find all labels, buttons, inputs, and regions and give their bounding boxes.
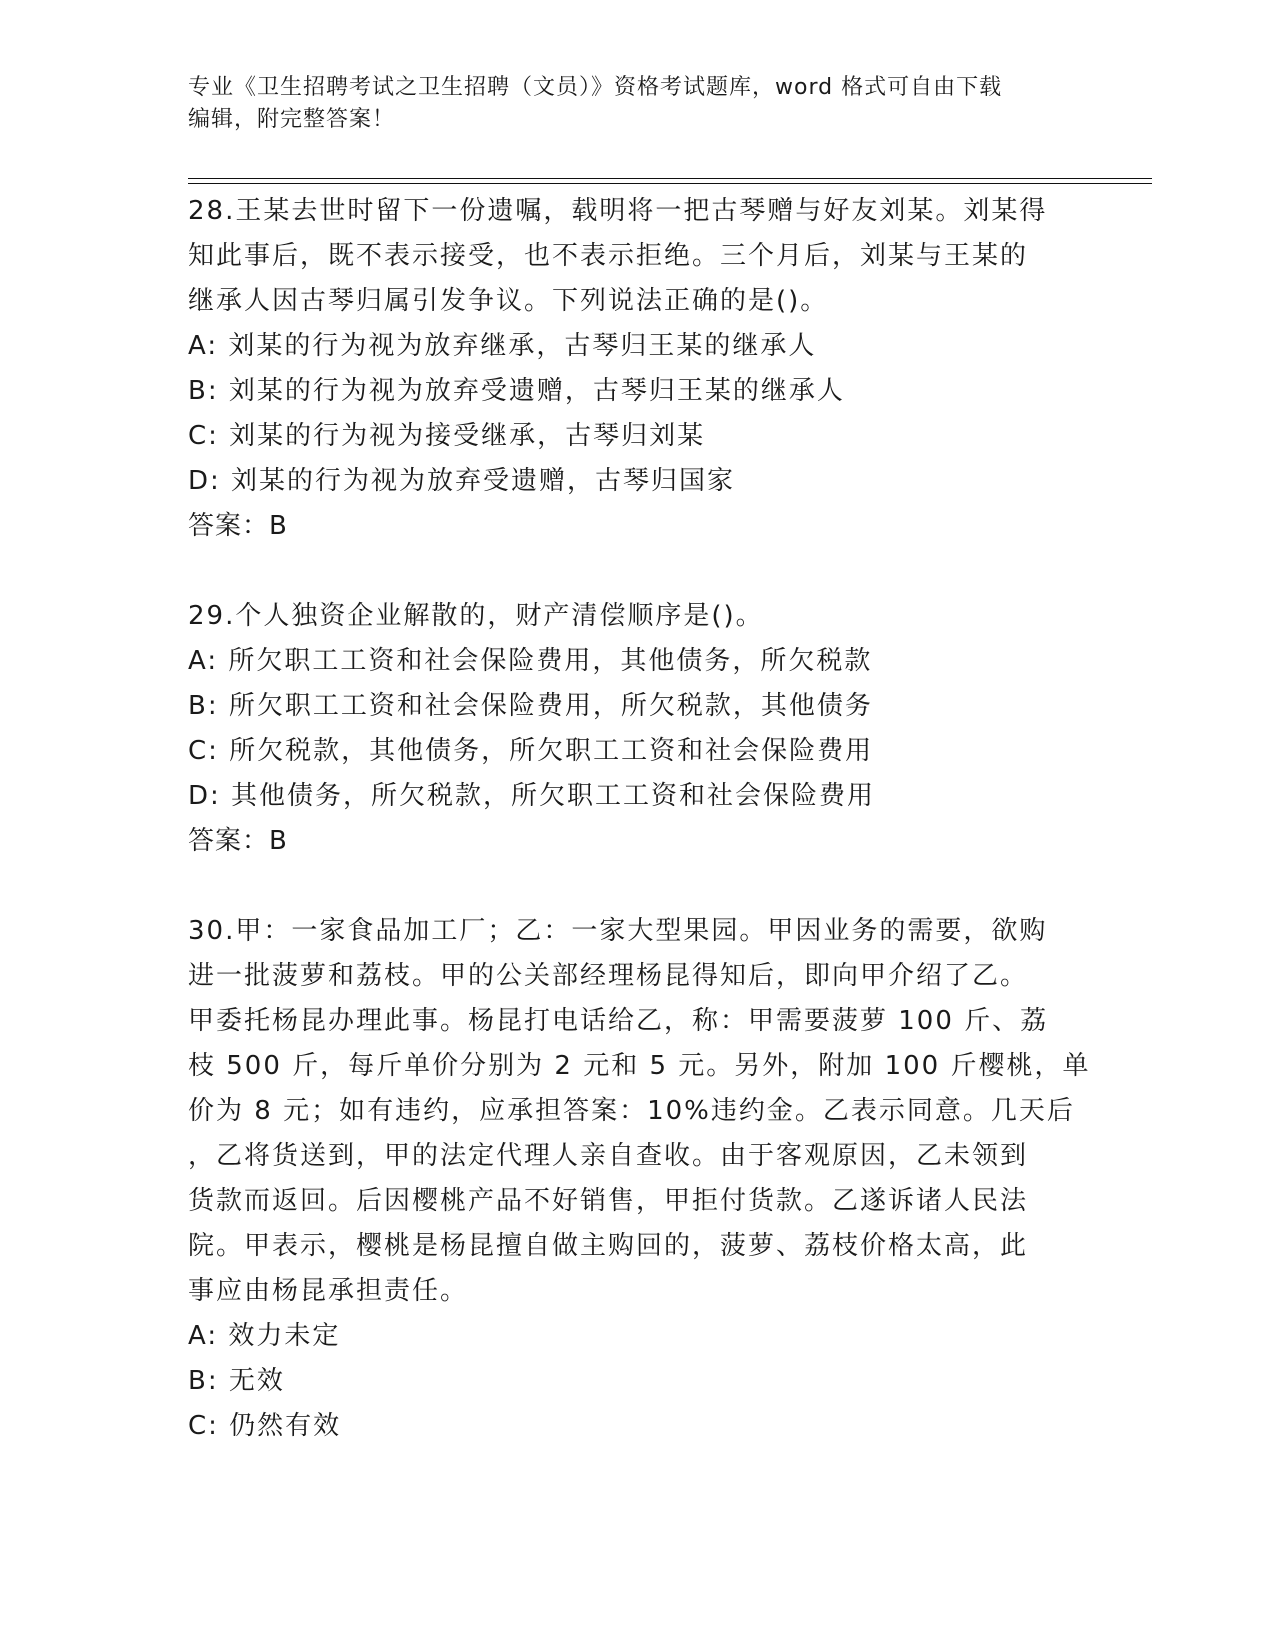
- question-stem-line: 知此事后，既不表示接受，也不表示拒绝。三个月后，刘某与王某的: [188, 241, 1029, 271]
- header-divider-top: [188, 178, 1152, 179]
- option-b: B: 刘某的行为视为放弃受遗赠，古琴归王某的继承人: [188, 376, 845, 406]
- question-stem-line: 枝 500 斤，每斤单价分别为 2 元和 5 元。另外，附加 100 斤樱桃，单: [188, 1051, 1091, 1081]
- question-list: [188, 189, 1091, 1449]
- option-b: B: 所欠职工工资和社会保险费用，所欠税款，其他债务: [188, 691, 873, 721]
- question-30: [188, 909, 1091, 1449]
- option-c: C: 刘某的行为视为接受继承，古琴归刘某: [188, 421, 706, 451]
- option-a: A: 效力未定: [188, 1321, 341, 1351]
- question-stem-line: 院。甲表示，樱桃是杨昆擅自做主购回的，菠萝、荔枝价格太高，此: [188, 1231, 1029, 1261]
- question-stem-line: 继承人因古琴归属引发争议。下列说法正确的是()。: [188, 286, 829, 316]
- question-stem-line: 28.王某去世时留下一份遗嘱，载明将一把古琴赠与好友刘某。刘某得: [188, 196, 1048, 226]
- question-28: [188, 189, 1088, 549]
- question-stem-line: 价为 8 元；如有违约，应承担答案：10%违约金。乙表示同意。几天后: [188, 1096, 1075, 1126]
- question-stem-line: 进一批菠萝和荔枝。甲的公关部经理杨昆得知后，即向甲介绍了乙。: [188, 961, 1029, 991]
- question-stem-line: 货款而返回。后因樱桃产品不好销售，甲拒付货款。乙遂诉诸人民法: [188, 1186, 1029, 1216]
- question-spacer: [188, 549, 1088, 594]
- header-line-2: 编辑，附完整答案！: [188, 107, 396, 132]
- question-stem-line: 甲委托杨昆办理此事。杨昆打电话给乙，称：甲需要菠萝 100 斤、荔: [188, 1006, 1049, 1036]
- answer-line: 答案：B: [188, 511, 288, 541]
- option-c: C: 所欠税款，其他债务，所欠职工工资和社会保险费用: [188, 736, 874, 766]
- document-header: [188, 72, 1068, 136]
- option-a: A: 所欠职工工资和社会保险费用，其他债务，所欠税款: [188, 646, 873, 676]
- option-d: D: 其他债务，所欠税款，所欠职工工资和社会保险费用: [188, 781, 876, 811]
- header-divider-bottom: [188, 183, 1152, 184]
- option-d: D: 刘某的行为视为放弃受遗赠，古琴归国家: [188, 466, 736, 496]
- question-stem-line: ，乙将货送到，甲的法定代理人亲自查收。由于客观原因，乙未领到: [188, 1141, 1029, 1171]
- question-29: [188, 594, 1088, 864]
- answer-line: 答案：B: [188, 826, 288, 856]
- question-stem-line: 事应由杨昆承担责任。: [188, 1276, 469, 1306]
- option-c: C: 仍然有效: [188, 1411, 342, 1441]
- header-line-1: 专业《卫生招聘考试之卫生招聘（文员）》资格考试题库，word 格式可自由下载: [188, 75, 1003, 100]
- option-a: A: 刘某的行为视为放弃继承，古琴归王某的继承人: [188, 331, 817, 361]
- question-spacer: [188, 864, 1088, 909]
- question-stem-line: 30.甲：一家食品加工厂；乙：一家大型果园。甲因业务的需要，欲购: [188, 916, 1048, 946]
- question-stem-line: 29.个人独资企业解散的，财产清偿顺序是()。: [188, 601, 764, 631]
- option-b: B: 无效: [188, 1366, 285, 1396]
